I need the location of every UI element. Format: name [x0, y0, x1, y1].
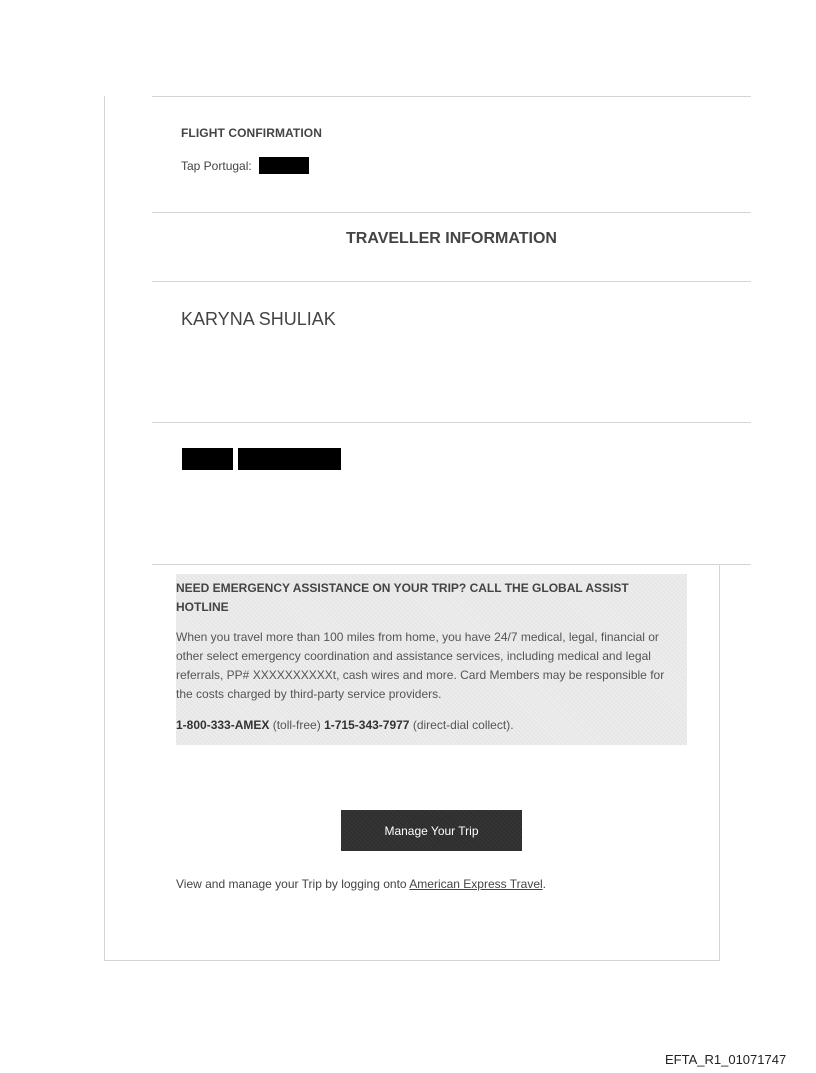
document-id: EFTA_R1_01071747 [665, 1052, 787, 1067]
airline-label: Tap Portugal: [181, 159, 252, 173]
assistance-body: When you travel more than 100 miles from home, you have 24/7 medical, legal, financial or other select emergency coordination and assistance services, including medical and legal referrals, PP# XXXXXXXXXXt, cash wires and more. Card Members may be responsible for the costs charged by third-party service providers. [176, 630, 665, 701]
divider [152, 422, 751, 423]
divider [152, 564, 751, 565]
flight-confirmation-title: FLIGHT CONFIRMATION [181, 126, 322, 140]
frame-left-border [104, 96, 105, 961]
divider [152, 281, 751, 282]
manage-text-prefix: View and manage your Trip by logging onto [176, 877, 407, 891]
divider [152, 212, 751, 213]
phone-collect: 1-715-343-7977 [324, 718, 410, 732]
manage-trip-text [176, 877, 546, 891]
manage-your-trip-button[interactable]: Manage Your Trip [341, 810, 522, 851]
tollfree-note: (toll-free) [272, 718, 321, 732]
divider [152, 96, 751, 97]
redaction-box [238, 448, 341, 470]
manage-text-suffix: . [542, 877, 547, 891]
frame-bottom-border [104, 960, 720, 961]
redaction-box [182, 448, 233, 470]
phone-tollfree: 1-800-333-AMEX [176, 718, 270, 732]
collect-note: (direct-dial collect). [412, 718, 514, 732]
frame-right-border [719, 565, 720, 961]
american-express-travel-link[interactable]: American Express Travel [409, 877, 543, 891]
traveller-name: KARYNA SHULIAK [181, 309, 336, 329]
assistance-title: NEED EMERGENCY ASSISTANCE ON YOUR TRIP? CALL THE GLOBAL ASSIST HOTLINE [176, 581, 629, 614]
traveller-information-title: TRAVELLER INFORMATION [346, 230, 557, 247]
assistance-phones [176, 718, 514, 732]
redaction-box [259, 157, 309, 174]
